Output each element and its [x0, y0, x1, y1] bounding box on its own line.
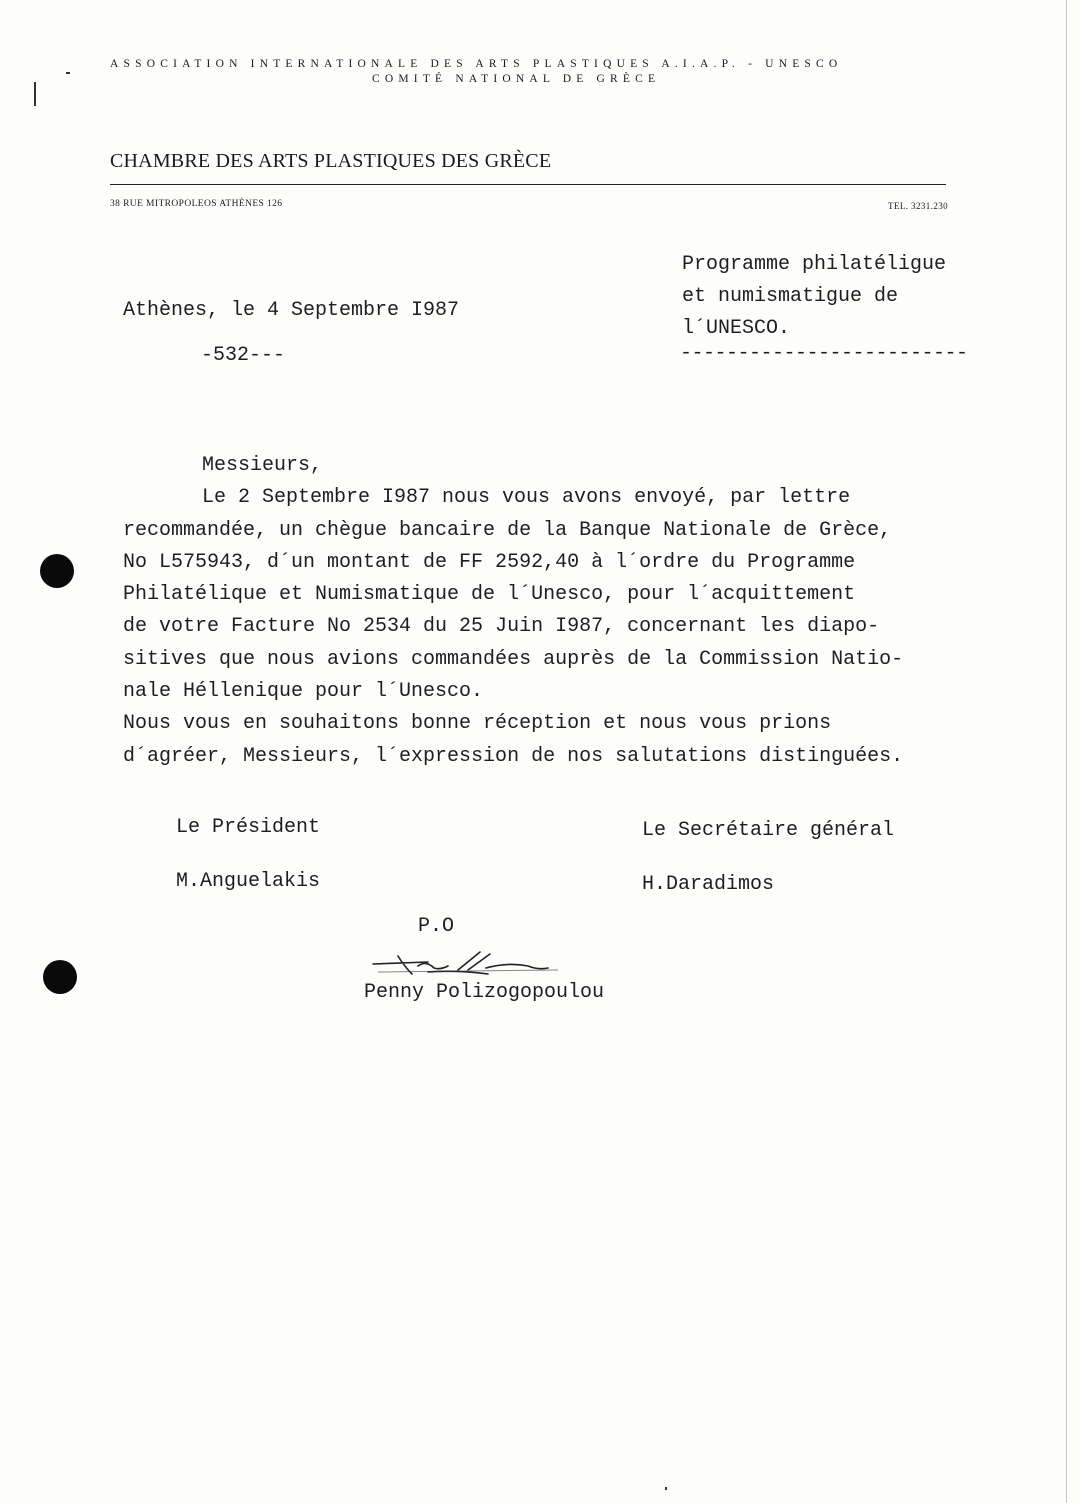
recipient-line: et numismatigue de: [682, 285, 899, 308]
scan-mark: [66, 72, 70, 74]
letterhead-address: 38 RUE MITROPOLEOS ATHÈNES 126: [110, 199, 283, 209]
punch-hole: [43, 960, 77, 994]
secretary-title: Le Secrétaire général: [642, 819, 895, 842]
body-line: Nous vous en souhaitons bonne réception et nous vous prions: [123, 712, 832, 736]
recipient-line: l´UNESCO.: [682, 317, 791, 340]
secretary-name: H.Daradimos: [642, 873, 775, 896]
body-line: Philatélique et Numismatique de l´Unesco, pour l´acquittement: [123, 583, 856, 607]
body-line: sitives que nous avions commandées auprès de la Commission Natio-: [123, 647, 904, 671]
letterhead-rule: [110, 184, 946, 185]
president-name: M.Anguelakis: [176, 870, 321, 893]
president-title: Le Président: [176, 816, 321, 839]
association-line: ASSOCIATION INTERNATIONALE DES ARTS PLASTIQUES A.I.A.P. - UNESCO: [110, 58, 843, 70]
chamber-name: CHAMBRE DES ARTS PLASTIQUES DES GRÈCE: [110, 150, 552, 172]
body-line: de votre Facture No 2534 du 25 Juin I987, concernant les diapo-: [123, 615, 880, 639]
recipient-line: Programme philatéligue: [682, 253, 947, 276]
body-line: Le 2 Septembre I987 nous vous avons envoyé, par lettre: [202, 486, 851, 510]
letterhead-telephone: TEL. 3231.230: [888, 201, 948, 211]
punch-hole: [40, 554, 74, 588]
recipient-block: [682, 249, 946, 345]
committee-line: COMITÉ NATIONAL DE GRÈCE: [372, 73, 661, 85]
body-line: d´agréer, Messieurs, l´expression de nos salutations distinguées.: [123, 744, 904, 768]
signer-name: Penny Polizogopoulou: [364, 981, 605, 1004]
page-edge-shadow: [1066, 0, 1067, 1503]
letter-body: [123, 450, 903, 773]
recipient-underline: -------------------------: [680, 342, 968, 365]
reference-number: -532---: [201, 344, 286, 367]
body-line: recommandée, un chègue bancaire de la Banque Nationale de Grèce,: [123, 518, 892, 542]
body-line: nale Héllenique pour l´Unesco.: [123, 680, 484, 704]
scan-mark: [665, 1487, 667, 1490]
body-line: No L575943, d´un montant de FF 2592,40 à l´ordre du Programme: [123, 550, 856, 574]
per-procurationem: P.O: [418, 915, 455, 938]
salutation: Messieurs,: [202, 454, 323, 477]
scan-mark: [34, 82, 36, 106]
date-line: Athènes, le 4 Septembre I987: [123, 299, 460, 322]
